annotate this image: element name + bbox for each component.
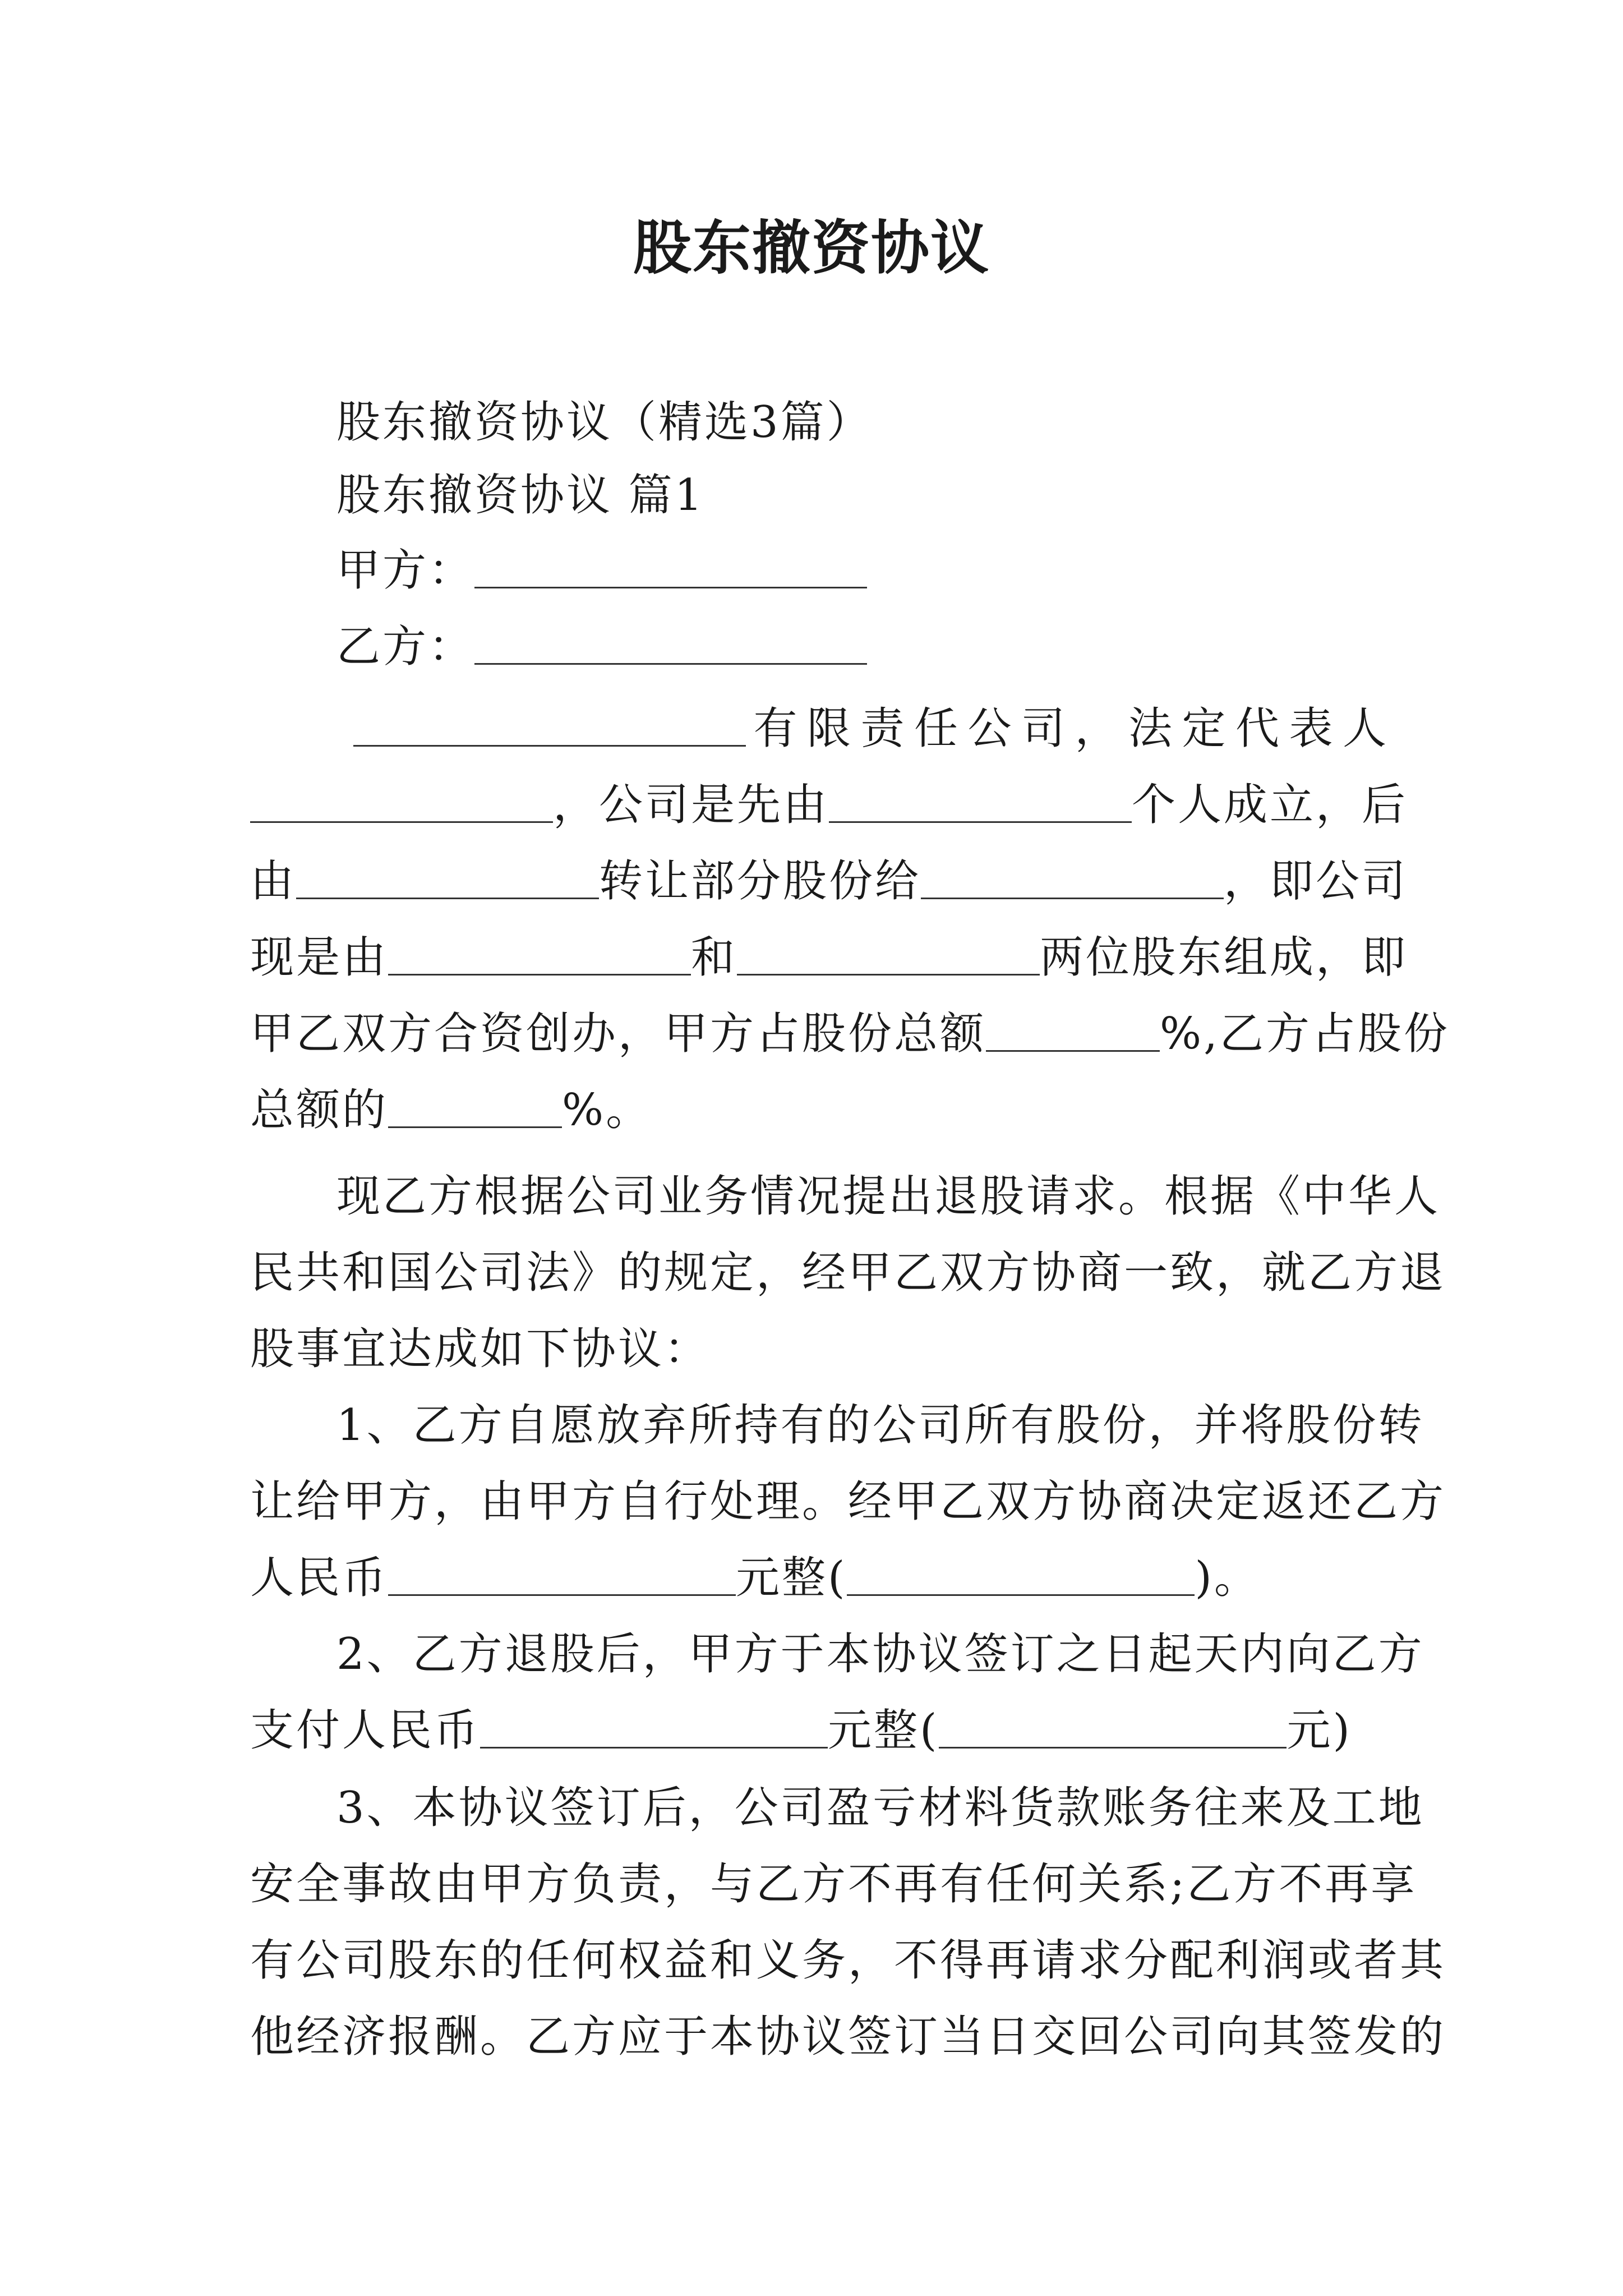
p1-text: 转让部分股份给: [599, 856, 921, 907]
p1-line-3: [250, 846, 1408, 909]
p1-line-2: [250, 770, 1408, 832]
p1-text: 有限责任公司，法定代表人: [746, 703, 1389, 754]
section-heading: 股东撤资协议 篇1: [336, 470, 705, 521]
party-b-line: [336, 611, 867, 674]
party-a-label: 甲方：: [336, 545, 475, 596]
party-b-share-blank: [388, 1087, 562, 1128]
payment-amount-blank: [480, 1708, 828, 1749]
p1-line-1: [353, 693, 1389, 756]
p1-text: 现是由: [250, 932, 389, 983]
item1-text: 人民币: [250, 1553, 389, 1603]
party-a-line: [336, 535, 867, 598]
legal-rep-blank: [250, 782, 553, 823]
transferor-blank: [296, 858, 599, 899]
p1-line-4: [250, 922, 1408, 985]
p2-line-2: 民共和国公司法》的规定，经甲乙双方协商一致，就乙方退: [250, 1248, 1446, 1298]
p1-text: 和: [691, 932, 737, 983]
p1-text: ，公司是先由: [553, 780, 829, 830]
p2-line-3: 股事宜达成如下协议：: [250, 1324, 711, 1374]
p1-line-5: [250, 999, 1450, 1061]
p1-text: 由: [250, 856, 297, 907]
item3-line-3: 有公司股东的任何权益和义务，不得再请求分配利润或者其: [250, 1935, 1446, 1986]
item3-line-2: 安全事故由甲方负责，与乙方不再有任何关系;乙方不再享: [250, 1859, 1417, 1910]
item1-text: 元整(: [736, 1553, 847, 1603]
item1-line-1: 1、乙方自愿放弃所持有的公司所有股份，并将股份转: [336, 1400, 1424, 1451]
p2-line-1: 现乙方根据公司业务情况提出退股请求。根据《中华人: [336, 1171, 1441, 1222]
p1-text: 两位股东组成，即: [1040, 932, 1408, 983]
refund-amount-blank: [388, 1555, 736, 1596]
founder-blank: [829, 782, 1132, 823]
transferee-blank: [921, 858, 1224, 899]
party-b-blank: [474, 624, 867, 665]
p1-text: 个人成立，后: [1132, 780, 1408, 830]
shareholder-2-blank: [737, 935, 1040, 976]
payment-amount-words-blank: [939, 1708, 1287, 1749]
p1-text: 甲乙双方合资创办，甲方占股份总额: [250, 1009, 986, 1059]
item1-text: )。: [1195, 1553, 1260, 1603]
item1-line-2: 让给甲方，由甲方自行处理。经甲乙双方协商决定返还乙方: [250, 1476, 1446, 1527]
item3-line-1: 3、本协议签订后，公司盈亏材料货款账务往来及工地: [336, 1783, 1424, 1833]
subtitle: 股东撤资协议（精选3篇）: [336, 397, 873, 448]
party-b-label: 乙方：: [336, 622, 475, 672]
refund-amount-words-blank: [847, 1555, 1195, 1596]
p1-text: 总额的: [250, 1085, 389, 1135]
company-name-blank: [353, 706, 746, 747]
p1-line-6: [250, 1075, 1389, 1138]
item3-line-4: 他经济报酬。乙方应于本协议签订当日交回公司向其签发的: [250, 2012, 1446, 2062]
party-a-blank: [474, 547, 867, 588]
document-title: 股东撤资协议: [633, 213, 990, 282]
item2-line-1: 2、乙方退股后，甲方于本协议签订之日起天内向乙方: [336, 1629, 1424, 1680]
shareholder-1-blank: [388, 935, 691, 976]
item2-text: 元整(: [828, 1705, 939, 1756]
item2-line-2: [250, 1695, 1389, 1758]
p1-text: %,乙方占股份: [1160, 1009, 1450, 1059]
party-a-share-blank: [986, 1011, 1160, 1052]
item1-line-3: [250, 1543, 1389, 1605]
item2-text: 元): [1287, 1705, 1352, 1756]
p1-text: %。: [562, 1085, 652, 1135]
item2-text: 支付人民币: [250, 1705, 481, 1756]
p1-text: ，即公司: [1224, 856, 1408, 907]
